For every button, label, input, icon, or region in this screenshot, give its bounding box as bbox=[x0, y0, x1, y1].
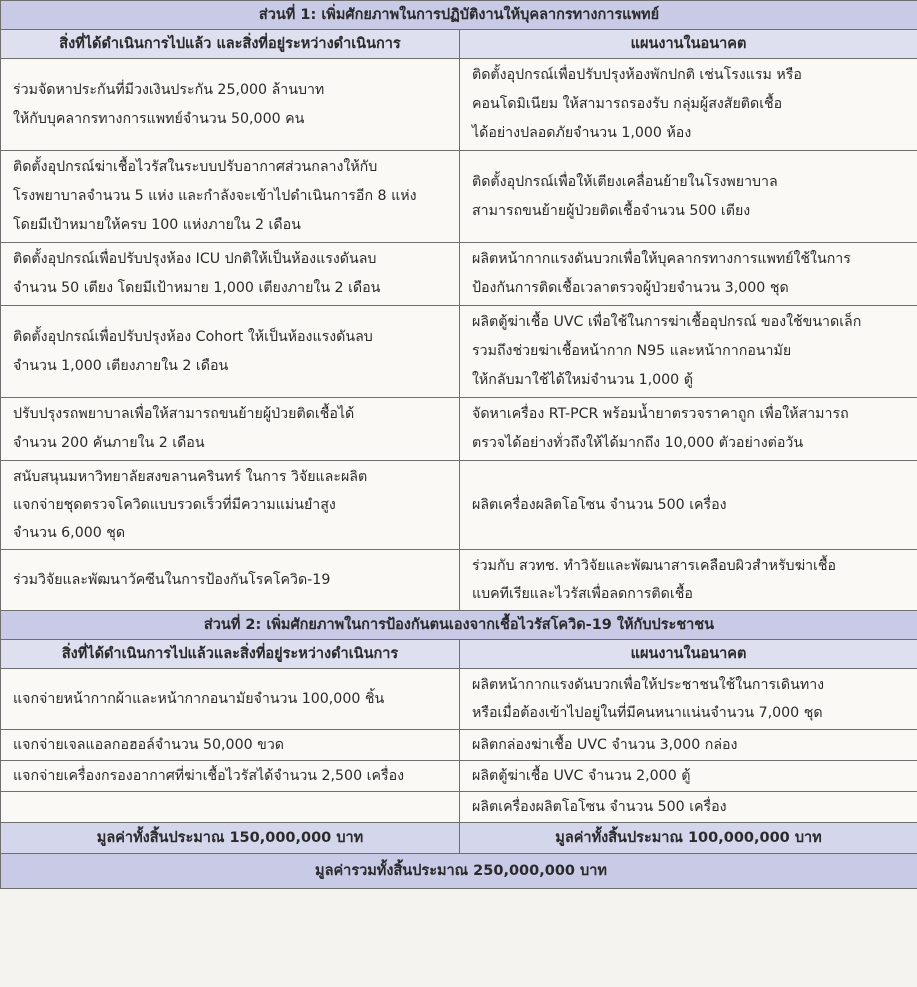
part1-done-text-line: โรงพยาบาลจำนวน 5 แห่ง และกำลังจะเข้าไปดำเนินการอีก 8 แห่ง bbox=[13, 188, 417, 204]
part1-plan-text-line: ร่วมกับ สวทช. ทำวิจัยและพัฒนาสารเคลือบผิวสำหรับฆ่าเชื้อ bbox=[472, 558, 837, 574]
part1-plan-text-line: ให้กลับมาใช้ได้ใหม่จำนวน 1,000 ตู้ bbox=[472, 372, 693, 388]
part2-plan-text-line: ผลิตหน้ากากแรงดันบวกเพื่อให้ประชาชนใช้ในการเดินทาง bbox=[472, 677, 825, 693]
part2-title: ส่วนที่ 2: เพิ่มศักยภาพในการป้องกันตนเองจากเชื้อไวรัสโควิด-19 ให้กับประชาชน bbox=[1, 611, 917, 640]
part1-plan-text-line: ผลิตหน้ากากแรงดันบวกเพื่อให้บุคลากรทางการแพทย์ใช้ในการ bbox=[472, 251, 851, 267]
part2-done-text-line: แจกจ่ายหน้ากากผ้าและหน้ากากอนามัยจำนวน 100,000 ชิ้น bbox=[13, 691, 385, 707]
part1-plan-cell bbox=[460, 398, 917, 461]
part2-plan-cell bbox=[460, 792, 917, 823]
part2-col-done-header: สิ่งที่ได้ดำเนินการไปแล้วและสิ่งที่อยู่ระหว่างดำเนินการ bbox=[1, 640, 460, 669]
part2-row bbox=[1, 730, 917, 761]
part1-done-text-line: ร่วมจัดหาประกันที่มีวงเงินประกัน 25,000 ล้านบาท bbox=[13, 81, 325, 98]
part2-row bbox=[1, 669, 917, 730]
part2-done-cell bbox=[1, 669, 460, 730]
part1-done-text-line: ร่วมวิจัยและพัฒนาวัคซีนในการป้องกันโรคโควิด-19 bbox=[13, 572, 331, 588]
part1-row bbox=[1, 398, 917, 461]
part2-title-row bbox=[1, 611, 917, 640]
part1-done-cell bbox=[1, 550, 460, 611]
part1-plan-cell bbox=[460, 151, 917, 243]
part2-plan-text-line: ผลิตตู้ฆ่าเชื้อ UVC จำนวน 2,000 ตู้ bbox=[472, 768, 691, 784]
part1-row bbox=[1, 550, 917, 611]
part2-header-row bbox=[1, 640, 917, 669]
part1-plan-text-line: ติดตั้งอุปกรณ์เพื่อให้เตียงเคลื่อนย้ายในโรงพยาบาล bbox=[472, 173, 778, 190]
plan-total: มูลค่าทั้งสิ้นประมาณ 100,000,000 บาท bbox=[460, 823, 917, 854]
part1-done-text-line: จำนวน 6,000 ชุด bbox=[13, 525, 126, 541]
part1-plan-text-line: จัดหาเครื่อง RT-PCR พร้อมน้ำยาตรวจราคาถูก เพื่อให้สามารถ bbox=[472, 406, 849, 422]
part1-plan-text-line: สามารถขนย้ายผู้ป่วยติดเชื้อจำนวน 500 เตียง bbox=[472, 202, 751, 219]
part1-done-text-line: จำนวน 50 เตียง โดยมีเป้าหมาย 1,000 เตียงภายใน 2 เดือน bbox=[13, 280, 381, 296]
part1-done-cell bbox=[1, 461, 460, 550]
part1-done-text-line: ติดตั้งอุปกรณ์ฆ่าเชื้อไวรัสในระบบปรับอากาศส่วนกลางให้กับ bbox=[13, 159, 378, 175]
subtotal-row bbox=[1, 823, 917, 854]
part1-row bbox=[1, 59, 917, 151]
part1-plan-text-line: ได้อย่างปลอดภัยจำนวน 1,000 ห้อง bbox=[472, 125, 692, 141]
part1-done-cell bbox=[1, 306, 460, 398]
part1-col-plan-header: แผนงานในอนาคต bbox=[460, 30, 917, 59]
part1-done-text-line: ปรับปรุงรถพยาบาลเพื่อให้สามารถขนย้ายผู้ป่วยติดเชื้อได้ bbox=[13, 406, 355, 422]
part1-row bbox=[1, 151, 917, 243]
part2-plan-cell bbox=[460, 730, 917, 761]
part1-plan-cell bbox=[460, 461, 917, 550]
part1-plan-text-line: รวมถึงช่วยฆ่าเชื้อหน้ากาก N95 และหน้ากากอนามัย bbox=[472, 343, 792, 359]
part2-done-cell bbox=[1, 761, 460, 792]
part1-header-row bbox=[1, 30, 917, 59]
part1-plan-text-line: ผลิตเครื่องผลิตโอโซน จำนวน 500 เครื่อง bbox=[472, 497, 727, 513]
part1-plan-text-line: ติดตั้งอุปกรณ์เพื่อปรับปรุงห้องพักปกติ เช่นโรงแรม หรือ bbox=[472, 67, 802, 83]
part1-row bbox=[1, 461, 917, 550]
part1-done-text-line: แจกจ่ายชุดตรวจโควิดแบบรวดเร็วที่มีความแม่นยำสูง bbox=[13, 497, 336, 513]
part1-done-cell bbox=[1, 151, 460, 243]
part2-done-cell bbox=[1, 792, 460, 823]
part1-done-text-line: จำนวน 1,000 เตียงภายใน 2 เดือน bbox=[13, 357, 229, 374]
part2-plan-cell bbox=[460, 669, 917, 730]
part1-plan-text-line: ผลิตตู้ฆ่าเชื้อ UVC เพื่อใช้ในการฆ่าเชื้ออุปกรณ์ ของใช้ขนาดเล็ก bbox=[472, 314, 862, 330]
part1-plan-text-line: คอนโดมิเนียม ให้สามารถรองรับ กลุ่มผู้สงสัยติดเชื้อ bbox=[472, 96, 783, 112]
part1-title-row bbox=[1, 1, 917, 30]
part2-row bbox=[1, 761, 917, 792]
part1-col-done-header: สิ่งที่ได้ดำเนินการไปแล้ว และสิ่งที่อยู่ระหว่างดำเนินการ bbox=[1, 30, 460, 59]
part1-done-text-line: ให้กับบุคลากรทางการแพทย์จำนวน 50,000 คน bbox=[13, 110, 305, 127]
part2-plan-text-line: ผลิตกล่องฆ่าเชื้อ UVC จำนวน 3,000 กล่อง bbox=[472, 737, 738, 753]
part1-plan-cell bbox=[460, 59, 917, 151]
grand-total: มูลค่ารวมทั้งสิ้นประมาณ 250,000,000 บาท bbox=[1, 854, 917, 889]
part1-title: ส่วนที่ 1: เพิ่มศักยภาพในการปฏิบัติงานให้บุคลากรทางการแพทย์ bbox=[1, 1, 917, 30]
part1-row bbox=[1, 243, 917, 306]
part2-done-text-line: แจกจ่ายเจลแอลกอฮอล์จำนวน 50,000 ขวด bbox=[13, 737, 285, 753]
part1-done-cell bbox=[1, 243, 460, 306]
part1-plan-text-line: ตรวจได้อย่างทั่วถึงให้ได้มากถึง 10,000 ตัวอย่างต่อวัน bbox=[472, 435, 804, 451]
part1-done-text-line: สนับสนุนมหาวิทยาลัยสงขลานครินทร์ ในการ วิจัยและผลิต bbox=[13, 469, 368, 485]
part1-done-cell bbox=[1, 59, 460, 151]
done-total: มูลค่าทั้งสิ้นประมาณ 150,000,000 บาท bbox=[1, 823, 460, 854]
part1-done-text-line: ติดตั้งอุปกรณ์เพื่อปรับปรุงห้อง Cohort ให้เป็นห้องแรงดันลบ bbox=[13, 328, 373, 345]
part1-plan-text-line: แบคทีเรียและไวรัสเพื่อลดการติดเชื้อ bbox=[472, 586, 693, 602]
grand-total-row bbox=[1, 854, 917, 889]
part2-done-cell bbox=[1, 730, 460, 761]
part1-done-cell bbox=[1, 398, 460, 461]
part1-done-text-line: จำนวน 200 คันภายใน 2 เดือน bbox=[13, 435, 205, 451]
part2-plan-cell bbox=[460, 761, 917, 792]
part1-row bbox=[1, 306, 917, 398]
part2-plan-text-line: ผลิตเครื่องผลิตโอโซน จำนวน 500 เครื่อง bbox=[472, 799, 727, 815]
part1-plan-cell bbox=[460, 306, 917, 398]
part1-done-text-line: ติดตั้งอุปกรณ์เพื่อปรับปรุงห้อง ICU ปกติให้เป็นห้องแรงดันลบ bbox=[13, 251, 377, 267]
part2-done-text-line: แจกจ่ายเครื่องกรองอากาศที่ฆ่าเชื้อไวรัสได้จำนวน 2,500 เครื่อง bbox=[13, 768, 405, 784]
part2-col-plan-header: แผนงานในอนาคต bbox=[460, 640, 917, 669]
part1-plan-cell bbox=[460, 243, 917, 306]
part2-plan-text-line: หรือเมื่อต้องเข้าไปอยู่ในที่มีคนหนาแน่นจำนวน 7,000 ชุด bbox=[472, 705, 823, 721]
part1-done-text-line: โดยมีเป้าหมายให้ครบ 100 แห่งภายใน 2 เดือน bbox=[13, 217, 301, 233]
part1-plan-cell bbox=[460, 550, 917, 611]
part1-plan-text-line: ป้องกันการติดเชื้อเวลาตรวจผู้ป่วยจำนวน 3,000 ชุด bbox=[472, 280, 789, 296]
part2-row bbox=[1, 792, 917, 823]
